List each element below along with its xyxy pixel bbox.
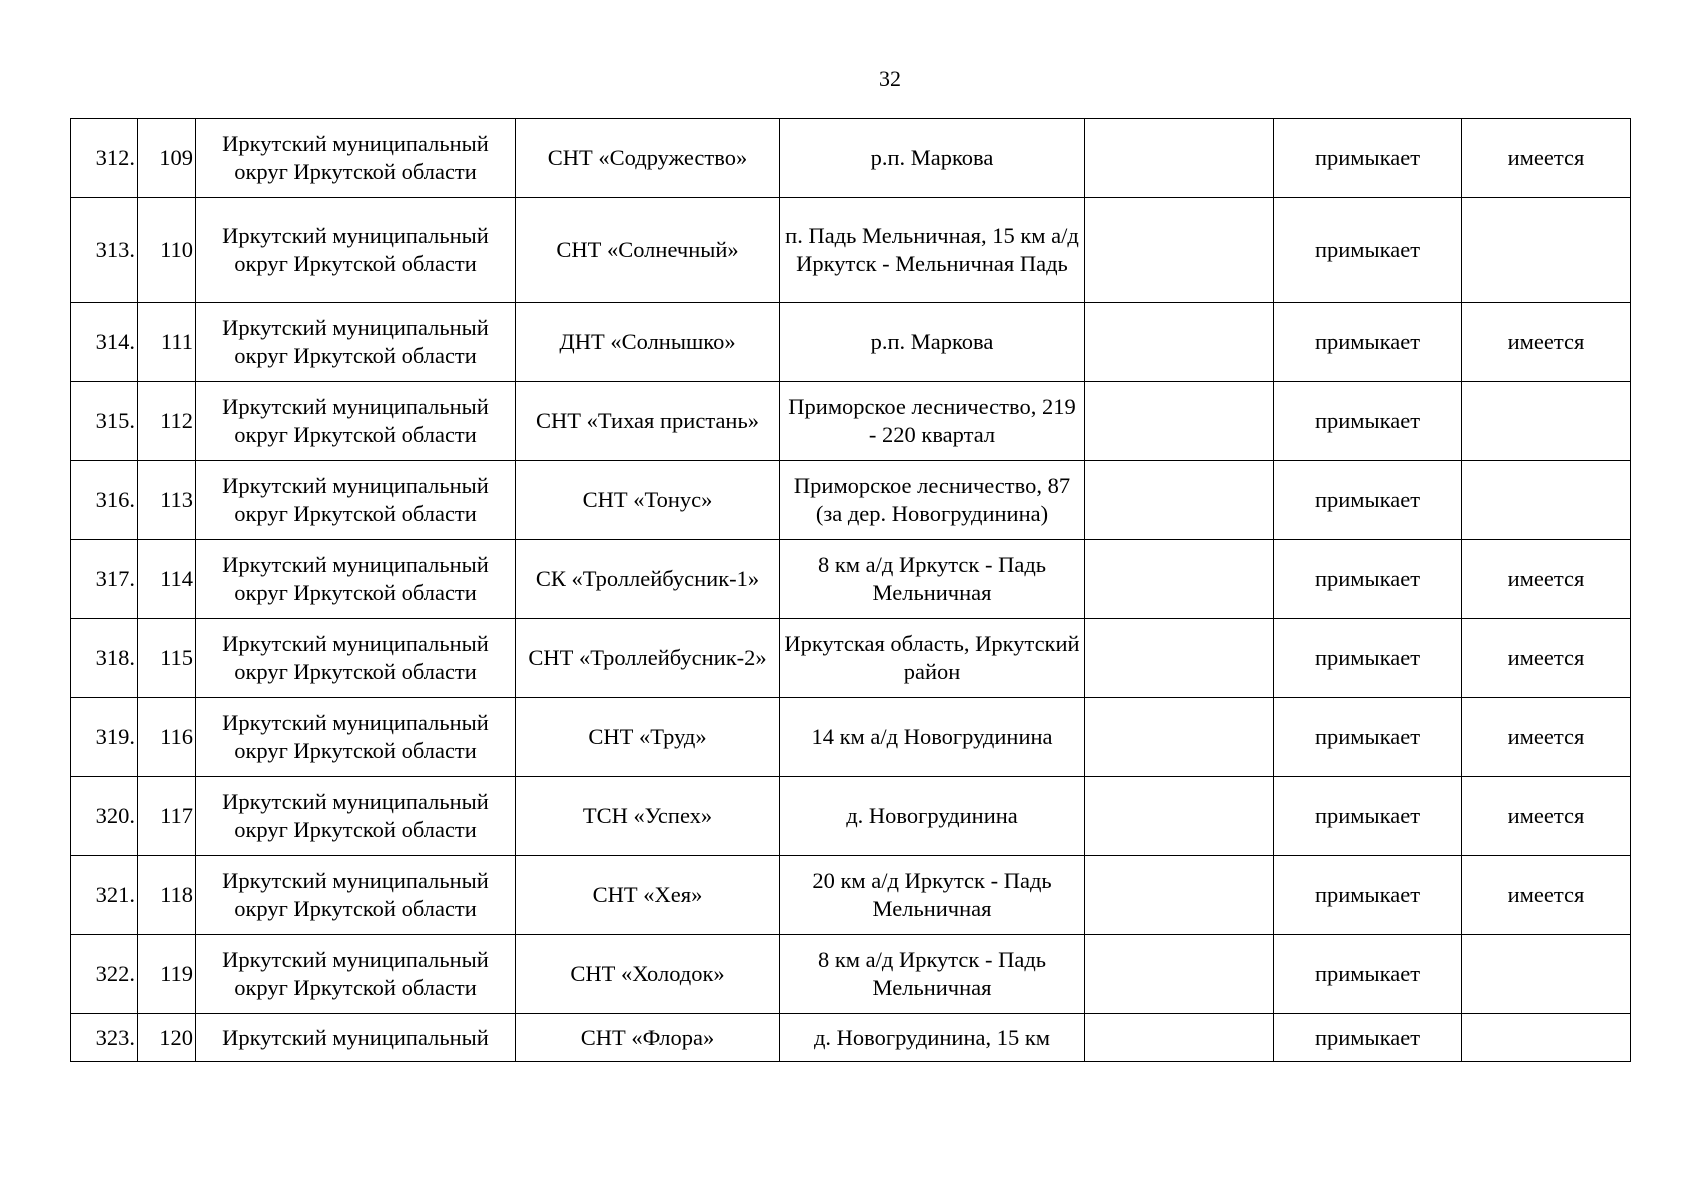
organization-name-cell: СНТ «Содружество» xyxy=(516,119,780,198)
presence-cell: имеется xyxy=(1462,619,1631,698)
table-row xyxy=(71,382,1631,461)
presence-cell: имеется xyxy=(1462,303,1631,382)
location-cell: 20 км а/д Иркутск - Падь Мельничная xyxy=(780,856,1085,935)
row-sub-number: 113 xyxy=(138,461,196,540)
presence-cell: имеется xyxy=(1462,777,1631,856)
adjacency-cell: примыкает xyxy=(1274,1014,1462,1062)
table-row xyxy=(71,198,1631,303)
row-sub-number: 112 xyxy=(138,382,196,461)
table-row xyxy=(71,777,1631,856)
empty-cell xyxy=(1085,119,1274,198)
table-row xyxy=(71,619,1631,698)
organization-name-cell: ДНТ «Солнышко» xyxy=(516,303,780,382)
presence-cell: имеется xyxy=(1462,856,1631,935)
presence-cell xyxy=(1462,461,1631,540)
municipality-cell: Иркутский муниципальный xyxy=(196,1014,516,1062)
row-number: 312. xyxy=(71,119,138,198)
adjacency-cell: примыкает xyxy=(1274,303,1462,382)
organization-name-cell: ТСН «Успех» xyxy=(516,777,780,856)
adjacency-cell: примыкает xyxy=(1274,382,1462,461)
location-cell: Приморское лесничество, 219 - 220 квартал xyxy=(780,382,1085,461)
organization-name-cell: СНТ «Труд» xyxy=(516,698,780,777)
row-number: 314. xyxy=(71,303,138,382)
row-number: 319. xyxy=(71,698,138,777)
row-sub-number: 119 xyxy=(138,935,196,1014)
empty-cell xyxy=(1085,619,1274,698)
page-number: 32 xyxy=(879,66,901,91)
row-sub-number: 114 xyxy=(138,540,196,619)
location-cell: р.п. Маркова xyxy=(780,303,1085,382)
adjacency-cell: примыкает xyxy=(1274,619,1462,698)
presence-cell xyxy=(1462,935,1631,1014)
municipality-cell: Иркутский муниципальный округ Иркутской области xyxy=(196,777,516,856)
municipality-cell: Иркутский муниципальный округ Иркутской области xyxy=(196,198,516,303)
adjacency-cell: примыкает xyxy=(1274,935,1462,1014)
presence-cell: имеется xyxy=(1462,119,1631,198)
municipality-cell: Иркутский муниципальный округ Иркутской области xyxy=(196,935,516,1014)
row-number: 316. xyxy=(71,461,138,540)
municipality-cell: Иркутский муниципальный округ Иркутской области xyxy=(196,698,516,777)
adjacency-cell: примыкает xyxy=(1274,856,1462,935)
location-cell: Иркутская область, Иркутский район xyxy=(780,619,1085,698)
adjacency-cell: примыкает xyxy=(1274,698,1462,777)
organization-name-cell: СНТ «Холодок» xyxy=(516,935,780,1014)
row-number: 317. xyxy=(71,540,138,619)
row-number: 320. xyxy=(71,777,138,856)
row-number: 318. xyxy=(71,619,138,698)
location-cell: р.п. Маркова xyxy=(780,119,1085,198)
municipality-cell: Иркутский муниципальный округ Иркутской области xyxy=(196,619,516,698)
empty-cell xyxy=(1085,698,1274,777)
empty-cell xyxy=(1085,461,1274,540)
table-row xyxy=(71,698,1631,777)
row-sub-number: 120 xyxy=(138,1014,196,1062)
location-cell: п. Падь Мельничная, 15 км а/д Иркутск - Мельничная Падь xyxy=(780,198,1085,303)
presence-cell: имеется xyxy=(1462,698,1631,777)
row-sub-number: 109 xyxy=(138,119,196,198)
row-number: 323. xyxy=(71,1014,138,1062)
empty-cell xyxy=(1085,856,1274,935)
municipality-cell: Иркутский муниципальный округ Иркутской области xyxy=(196,461,516,540)
row-sub-number: 117 xyxy=(138,777,196,856)
presence-cell xyxy=(1462,382,1631,461)
table-row xyxy=(71,303,1631,382)
municipality-cell: Иркутский муниципальный округ Иркутской области xyxy=(196,382,516,461)
row-sub-number: 111 xyxy=(138,303,196,382)
adjacency-cell: примыкает xyxy=(1274,198,1462,303)
empty-cell xyxy=(1085,935,1274,1014)
adjacency-cell: примыкает xyxy=(1274,461,1462,540)
row-number: 313. xyxy=(71,198,138,303)
empty-cell xyxy=(1085,382,1274,461)
organization-name-cell: СНТ «Хея» xyxy=(516,856,780,935)
location-cell: 14 км а/д Новогрудинина xyxy=(780,698,1085,777)
empty-cell xyxy=(1085,1014,1274,1062)
municipality-cell: Иркутский муниципальный округ Иркутской области xyxy=(196,303,516,382)
organization-name-cell: СНТ «Тихая пристань» xyxy=(516,382,780,461)
empty-cell xyxy=(1085,303,1274,382)
table-row xyxy=(71,856,1631,935)
location-cell: Приморское лесничество, 87 (за дер. Новогрудинина) xyxy=(780,461,1085,540)
municipality-cell: Иркутский муниципальный округ Иркутской области xyxy=(196,856,516,935)
organization-name-cell: СНТ «Тонус» xyxy=(516,461,780,540)
table-row xyxy=(71,540,1631,619)
organization-name-cell: СНТ «Солнечный» xyxy=(516,198,780,303)
presence-cell xyxy=(1462,1014,1631,1062)
adjacency-cell: примыкает xyxy=(1274,119,1462,198)
table-row xyxy=(71,1014,1631,1062)
location-cell: д. Новогрудинина, 15 км xyxy=(780,1014,1085,1062)
presence-cell: имеется xyxy=(1462,540,1631,619)
table-row xyxy=(71,935,1631,1014)
organization-name-cell: СК «Троллейбусник-1» xyxy=(516,540,780,619)
empty-cell xyxy=(1085,777,1274,856)
row-sub-number: 116 xyxy=(138,698,196,777)
adjacency-cell: примыкает xyxy=(1274,777,1462,856)
location-cell: 8 км а/д Иркутск - Падь Мельничная xyxy=(780,935,1085,1014)
register-table xyxy=(70,118,1631,1062)
empty-cell xyxy=(1085,540,1274,619)
table-row xyxy=(71,461,1631,540)
empty-cell xyxy=(1085,198,1274,303)
organization-name-cell: СНТ «Флора» xyxy=(516,1014,780,1062)
row-sub-number: 115 xyxy=(138,619,196,698)
organization-name-cell: СНТ «Троллейбусник-2» xyxy=(516,619,780,698)
municipality-cell: Иркутский муниципальный округ Иркутской области xyxy=(196,119,516,198)
presence-cell xyxy=(1462,198,1631,303)
location-cell: д. Новогрудинина xyxy=(780,777,1085,856)
row-sub-number: 110 xyxy=(138,198,196,303)
municipality-cell: Иркутский муниципальный округ Иркутской области xyxy=(196,540,516,619)
table-row xyxy=(71,119,1631,198)
location-cell: 8 км а/д Иркутск - Падь Мельничная xyxy=(780,540,1085,619)
row-sub-number: 118 xyxy=(138,856,196,935)
row-number: 321. xyxy=(71,856,138,935)
row-number: 322. xyxy=(71,935,138,1014)
row-number: 315. xyxy=(71,382,138,461)
adjacency-cell: примыкает xyxy=(1274,540,1462,619)
